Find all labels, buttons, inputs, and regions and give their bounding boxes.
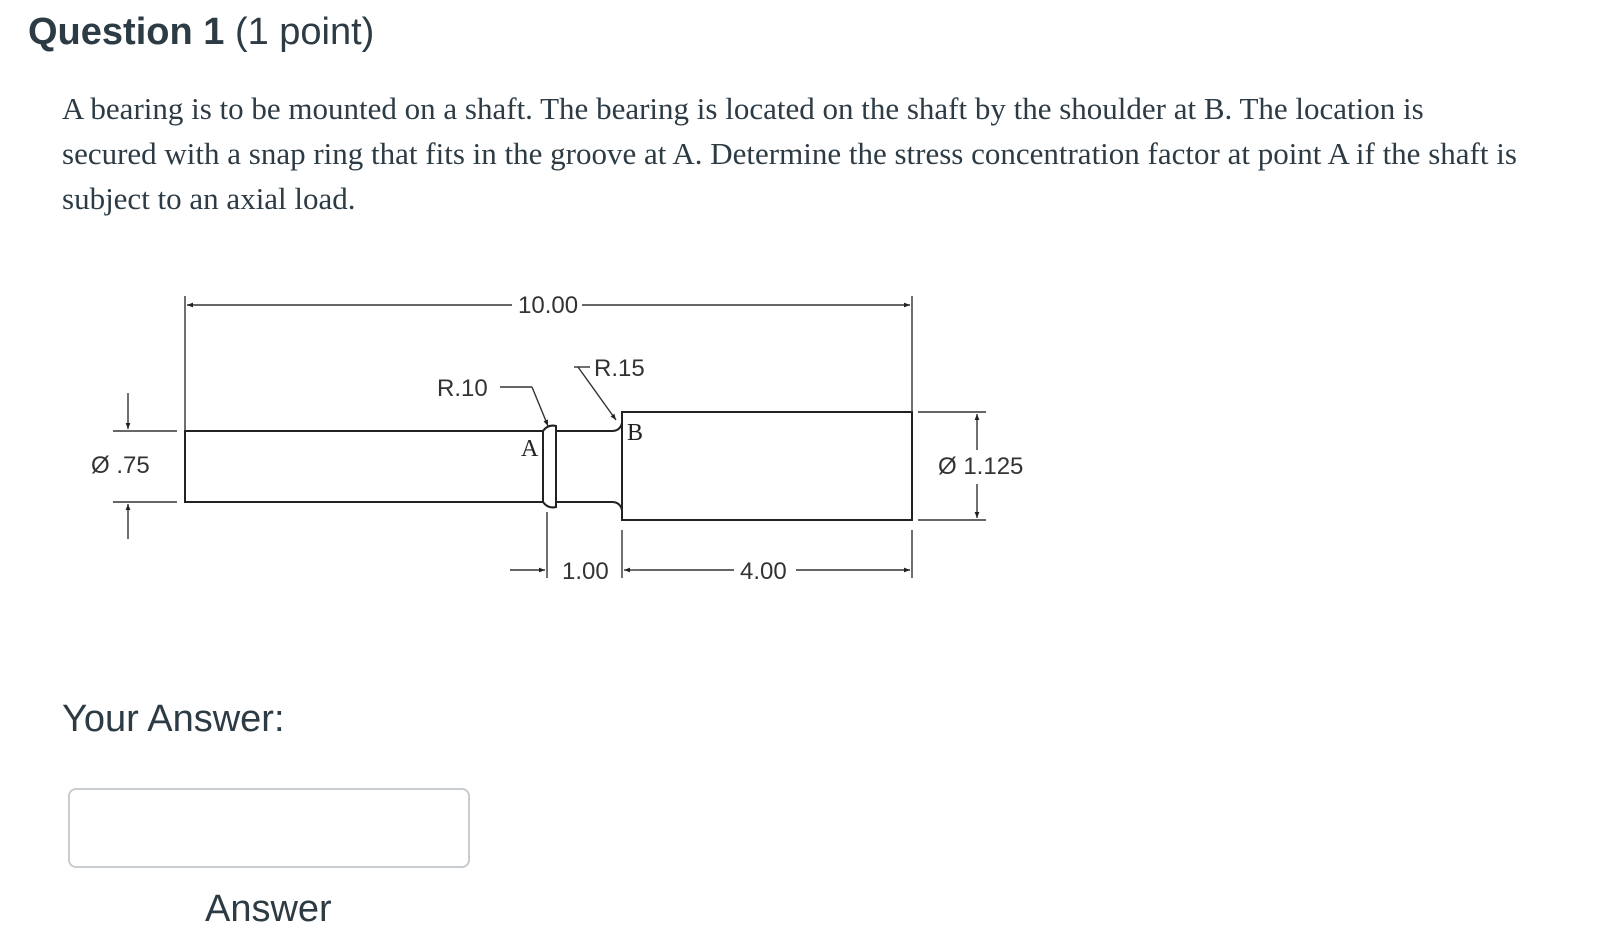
large-length-label: 4.00: [740, 558, 787, 585]
small-diameter-label: Ø .75: [91, 452, 150, 479]
overall-length-label: 10.00: [518, 292, 579, 319]
question-points: (1 point): [234, 11, 375, 53]
question-name: Question 1: [28, 11, 225, 53]
answer-input[interactable]: [68, 788, 470, 868]
question-text: A bearing is to be mounted on a shaft. The bearing is located on the shaft by the shoulder at B. The location is secured with a snap ring that fits in the groove at A. Determine the stress concentration factor at point A if the shaft is subject to an axial load.: [62, 91, 1517, 216]
point-b-label: B: [627, 420, 644, 446]
shaft-outline: [185, 412, 912, 520]
fillet-radius-label: R.15: [594, 355, 645, 382]
answer-caption: Answer: [205, 888, 332, 930]
step-length-label: 1.00: [562, 558, 609, 585]
point-a-label: A: [521, 436, 539, 462]
groove-radius-leader: [500, 387, 548, 426]
groove-radius-label: R.10: [437, 375, 488, 402]
large-diameter-label: Ø 1.125: [938, 453, 1024, 480]
your-answer-label: Your Answer:: [62, 698, 285, 740]
